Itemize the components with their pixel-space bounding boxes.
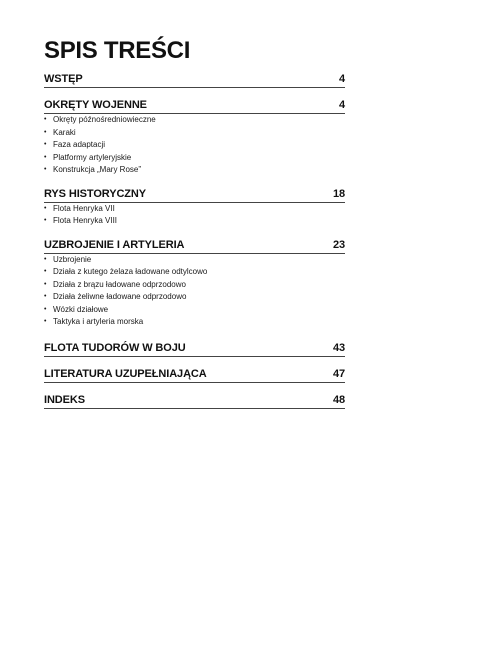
subsection-item[interactable] <box>44 203 345 216</box>
toc-section-rys-historyczny <box>44 187 345 228</box>
subsection-label: Działa z brązu ładowane odprzodowo <box>53 279 186 289</box>
subsection-list <box>44 114 345 177</box>
subsection-item[interactable] <box>44 254 345 267</box>
section-page-number: 48 <box>332 393 345 406</box>
subsection-label: Konstrukcja „Mary Rose” <box>53 165 142 174</box>
toc-section-indeks <box>44 393 345 409</box>
bullet-icon: • <box>44 255 47 263</box>
subsection-label: Okręty późnośredniowieczne <box>53 115 156 124</box>
subsection-item[interactable] <box>44 164 345 177</box>
section-page-number: 47 <box>332 367 345 380</box>
subsection-list <box>44 254 345 329</box>
section-title: OKRĘTY WOJENNE <box>44 99 147 111</box>
subsection-item[interactable] <box>44 114 345 127</box>
subsection-label: Faza adaptacji <box>53 140 106 149</box>
bullet-icon: • <box>44 204 47 212</box>
bullet-icon: • <box>44 280 47 288</box>
toc-section-heading[interactable] <box>44 187 345 203</box>
subsection-item[interactable] <box>44 215 345 228</box>
bullet-icon: • <box>44 305 47 313</box>
subsection-item[interactable] <box>44 279 345 292</box>
bullet-icon: • <box>44 293 47 300</box>
subsection-label: Uzbrojenie <box>53 254 92 264</box>
toc-section-heading[interactable] <box>44 238 345 254</box>
subsection-item[interactable] <box>44 152 345 165</box>
toc-section-wstep <box>44 72 345 88</box>
bullet-icon: • <box>44 128 47 136</box>
subsection-label: Taktyka i artyleria morska <box>53 317 144 326</box>
page-title: SPIS TREŚCI <box>44 37 191 64</box>
section-title: WSTĘP <box>44 73 83 85</box>
section-title: LITERATURA UZUPEŁNIAJĄCA <box>44 367 207 380</box>
subsection-label: Flota Henryka VIII <box>53 216 118 225</box>
toc-section-heading[interactable] <box>44 98 345 114</box>
toc-section-heading[interactable] <box>44 367 345 383</box>
toc-section-heading[interactable] <box>44 393 345 409</box>
toc-section-flota-tudorow-w-boju <box>44 341 345 357</box>
subsection-label: Działa żeliwne ładowane odprzodowo <box>53 292 187 301</box>
subsection-label: Karaki <box>53 127 76 137</box>
bullet-icon: • <box>44 116 47 123</box>
table-of-contents <box>44 36 345 409</box>
toc-section-uzbrojenie-i-artyleria <box>44 238 345 329</box>
toc-section-okrety-wojenne <box>44 98 345 177</box>
bullet-icon: • <box>44 318 47 325</box>
bullet-icon: • <box>44 217 47 224</box>
subsection-label: Platformy artyleryjskie <box>53 152 132 162</box>
toc-section-heading[interactable] <box>44 341 345 357</box>
section-title: RYS HISTORYCZNY <box>44 187 146 200</box>
bullet-icon: • <box>44 268 47 275</box>
subsection-item[interactable] <box>44 139 345 152</box>
bullet-icon: • <box>44 166 47 173</box>
section-page-number: 43 <box>332 341 345 354</box>
section-page-number: 18 <box>332 187 345 200</box>
toc-section-literatura-uzupelniajaca <box>44 367 345 383</box>
toc-section-heading[interactable] <box>44 72 345 88</box>
subsection-label: Działa z kutego żelaza ładowane odtylcowo <box>53 267 208 276</box>
subsection-item[interactable] <box>44 316 345 329</box>
section-page-number: 4 <box>338 99 345 111</box>
subsection-list <box>44 203 345 228</box>
subsection-item[interactable] <box>44 291 345 304</box>
subsection-label: Wózki działowe <box>53 304 109 314</box>
subsection-label: Flota Henryka VII <box>53 203 115 213</box>
subsection-item[interactable] <box>44 127 345 140</box>
subsection-item[interactable] <box>44 266 345 279</box>
section-title: UZBROJENIE I ARTYLERIA <box>44 238 185 251</box>
subsection-item[interactable] <box>44 304 345 317</box>
bullet-icon: • <box>44 141 47 148</box>
section-page-number: 4 <box>338 73 345 85</box>
section-title: FLOTA TUDORÓW W BOJU <box>44 341 186 354</box>
section-page-number: 23 <box>332 238 345 251</box>
section-title: INDEKS <box>44 393 85 406</box>
bullet-icon: • <box>44 153 47 161</box>
